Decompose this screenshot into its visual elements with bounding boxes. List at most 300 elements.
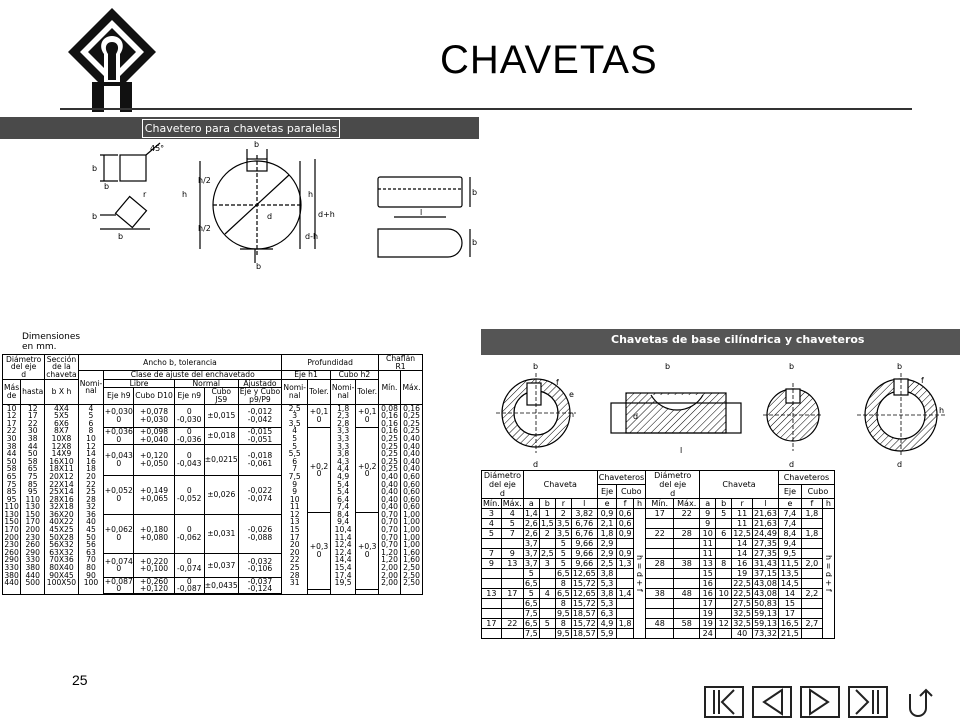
table-cell: 0 <box>116 458 122 468</box>
table-cell: 4 <box>501 509 523 519</box>
table-cell: 19,5 <box>334 578 352 588</box>
table-cell: 15 <box>778 599 801 609</box>
table-cell: 22 <box>27 418 38 428</box>
table-cell: 1,8 <box>597 529 617 539</box>
table-cell: 2,9 <box>597 539 617 549</box>
table-cell <box>617 539 633 549</box>
table-cell: 12,4 <box>334 547 352 557</box>
table-cell: 0 <box>186 427 192 437</box>
table-cell: 0,9 <box>597 509 617 519</box>
tolerance-group <box>308 405 330 429</box>
table-cell: 50 <box>86 532 96 542</box>
svg-text:b: b <box>472 238 478 247</box>
tolerance-group <box>104 515 133 554</box>
table-cell: 4 <box>88 403 94 413</box>
svg-text:f: f <box>921 376 924 385</box>
table-cell: 2,3 <box>337 411 350 421</box>
tolerance-group <box>308 513 330 590</box>
table-cell: +0,043 <box>104 451 133 461</box>
table-cell: 50 <box>27 449 38 459</box>
table-cell: +0,1 <box>309 407 329 417</box>
col-shaft-n9: Eje n9 <box>174 388 204 404</box>
table-cell: 0 <box>316 469 322 479</box>
table-cell: 7 <box>501 529 523 539</box>
table-cell: 3 <box>292 411 298 421</box>
table-cell: 18,57 <box>572 609 596 618</box>
table-cell: 5,4 <box>337 479 350 489</box>
svg-text:b: b <box>92 212 98 221</box>
col-key: Chaveta <box>523 471 597 499</box>
table2-data-row <box>482 529 835 539</box>
tolerance-group <box>175 476 204 515</box>
col-r: r <box>555 499 571 509</box>
university-logo <box>64 6 160 116</box>
table-cell: 22 <box>674 509 700 519</box>
svg-text:b: b <box>92 164 98 173</box>
table-cell: 0,25 <box>381 449 398 459</box>
table-cell: 27,5 <box>733 599 752 608</box>
table-cell: 3,7 <box>524 549 538 558</box>
table2-data-row <box>482 599 835 609</box>
table-cell: +0,078 <box>139 407 169 417</box>
tolerance-group <box>104 476 133 515</box>
table-cell: 20X12 <box>49 471 74 481</box>
table-cell: 6 <box>88 418 94 428</box>
table-cell: 0,16 <box>381 426 398 436</box>
table-cell: 260 <box>25 540 40 550</box>
table-cell: 13 <box>501 559 523 569</box>
col-hub-toler: Toler. <box>356 379 379 404</box>
table-cell: 9,4 <box>778 539 801 549</box>
table-cell: 500 <box>25 578 40 588</box>
table-cell: 8X7 <box>54 426 69 436</box>
table-cell: 5,4 <box>337 487 350 497</box>
table-cell: 80 <box>86 563 96 573</box>
table-cell: 9,4 <box>337 517 350 527</box>
table2-data-row <box>482 559 835 569</box>
table-cell: 0,25 <box>381 464 398 474</box>
table-cell: 50,83 <box>754 599 777 608</box>
tolerance-group <box>205 515 238 554</box>
col-hub-h2-nominal-values <box>330 404 356 594</box>
table-cell <box>716 579 732 589</box>
table-cell: 4,4 <box>337 464 350 474</box>
table-cell <box>617 569 633 579</box>
table-cell: 17 <box>778 609 801 619</box>
table-cell: 0,60 <box>403 487 420 497</box>
table-cell: 0 <box>116 434 122 444</box>
table-cell <box>801 549 822 559</box>
table-cell: 15 <box>700 569 716 579</box>
table-cell <box>482 609 502 619</box>
table-cell: 7 <box>292 464 298 474</box>
table-cell: 2,5 <box>540 549 554 558</box>
table-cell: 2,00 <box>381 578 398 588</box>
table-cell: 6,5 <box>524 619 538 628</box>
table-cell: 0,25 <box>381 456 398 466</box>
col-hub-d10-values <box>134 404 175 594</box>
table-cell: -0,012 <box>247 407 273 417</box>
table-cell <box>716 549 732 559</box>
col-nominal: Nomi- nal <box>78 371 104 404</box>
col-shaft-n9-values <box>174 404 204 594</box>
table-cell <box>539 579 555 589</box>
table-cell: 330 <box>25 555 40 565</box>
table-cell: 58 <box>27 456 38 466</box>
table-cell: 21,63 <box>754 519 777 528</box>
col-shaft-nominal: Nomi- nal <box>282 379 308 404</box>
table-cell: 4 <box>292 426 298 436</box>
table-cell: 85 <box>27 479 38 489</box>
tolerance-group <box>205 445 238 476</box>
table-cell: 9 <box>292 479 298 489</box>
table-cell: 65 <box>27 464 38 474</box>
tolerance-group <box>134 428 174 444</box>
table-cell: 14 <box>86 449 96 459</box>
table-cell: 330 <box>4 563 19 573</box>
table-cell: 1,00 <box>403 517 420 527</box>
table-cell: 44 <box>6 449 17 459</box>
table-cell: 8 <box>716 559 732 569</box>
col-shaft: Eje <box>597 485 617 499</box>
table-cell: 32X18 <box>49 502 74 512</box>
table-cell: +0,098 <box>139 427 169 437</box>
col-hub-2: Cubo <box>801 485 834 499</box>
table-cell: 17 <box>6 418 17 428</box>
col-to: hasta <box>21 379 45 404</box>
table-cell: +0,052 <box>104 486 133 496</box>
svg-text:h: h <box>569 410 575 419</box>
table-cell: 12 <box>6 411 17 421</box>
table-cell: 16 <box>700 579 716 589</box>
table-cell: 40X22 <box>49 517 74 527</box>
table-cell: 4 <box>539 589 555 599</box>
table-cell: +0,030 <box>104 407 133 417</box>
table-cell <box>716 599 732 609</box>
page-number: 25 <box>72 672 88 688</box>
table-cell: 0 <box>116 493 122 503</box>
table-cell: 22X14 <box>49 479 74 489</box>
table-cell <box>716 609 732 619</box>
table-cell: 65 <box>6 471 17 481</box>
table-cell: 13 <box>289 517 300 527</box>
svg-text:f: f <box>556 378 559 387</box>
col-shaft-toler: Toler. <box>308 379 331 404</box>
table-cell: 2,9 <box>597 549 617 559</box>
table-cell <box>674 569 700 579</box>
table-cell: 0 <box>186 525 192 535</box>
table-cell: 230 <box>25 532 40 542</box>
table-cell: 14,4 <box>334 555 352 565</box>
table-cell: 19 <box>700 619 716 629</box>
table-cell: +0,087 <box>104 576 133 586</box>
table-cell: 17 <box>501 589 523 599</box>
col-shaft-h9-values <box>104 404 134 594</box>
table-cell: 21,5 <box>778 629 801 639</box>
tolerance-group <box>104 578 133 594</box>
table2-data-row <box>482 539 835 549</box>
table-cell: 30 <box>6 433 17 443</box>
table-cell: 6,5 <box>556 589 570 598</box>
table2-data-row <box>482 619 835 629</box>
table-cell: 0,40 <box>403 464 420 474</box>
table-cell: 6,5 <box>556 569 570 578</box>
table-cell: 17,4 <box>334 570 352 580</box>
col-r-2: r <box>732 499 753 509</box>
col-shaft-hub-p9: Eje y Cubo p9/P9 <box>239 387 281 404</box>
table-cell: 9,5 <box>556 629 570 638</box>
table-cell: -0,043 <box>177 458 202 468</box>
first-slide-button[interactable] <box>704 686 744 718</box>
col-l: l <box>571 499 597 509</box>
table-cell: 59,13 <box>754 609 777 618</box>
title-divider <box>60 108 912 110</box>
table-cell: 75 <box>27 471 38 481</box>
table-cell: 0,70 <box>381 517 398 527</box>
table-cell: 11 <box>700 539 716 549</box>
previous-slide-button[interactable] <box>752 686 792 718</box>
table-cell: 0,40 <box>403 456 420 466</box>
svg-text:h: h <box>939 406 945 415</box>
tolerance-group <box>175 554 204 578</box>
table-cell: 13 <box>482 589 502 599</box>
svg-text:d: d <box>789 460 795 469</box>
table-cell: -0,062 <box>177 532 202 542</box>
return-icon <box>900 686 936 718</box>
table-cell: 30 <box>27 426 38 436</box>
table-cell: 16 <box>700 589 716 599</box>
col-keyways: Chaveteros <box>597 471 645 485</box>
table-cell: 1,5 <box>540 519 554 528</box>
table-cell: +0,149 <box>139 486 169 496</box>
table-cell: 2,50 <box>403 570 420 580</box>
svg-text:d-h: d-h <box>305 232 319 241</box>
table-cell <box>646 519 674 529</box>
return-button[interactable] <box>900 686 940 718</box>
last-slide-button[interactable] <box>848 686 888 718</box>
table-cell: 100 <box>83 578 99 588</box>
table-cell: 58 <box>6 464 17 474</box>
table-cell <box>646 569 674 579</box>
table-cell: 1,60 <box>403 555 420 565</box>
table-cell: 28 <box>86 494 96 504</box>
table-cell: 22 <box>289 555 300 565</box>
table-cell <box>617 609 633 619</box>
table-cell: +0,074 <box>104 556 133 566</box>
table-cell: +0,062 <box>104 525 133 535</box>
table-cell <box>539 609 555 619</box>
table-cell: 2,5 <box>288 403 301 413</box>
table-cell: 6X6 <box>54 418 69 428</box>
col-shaft-h9: Eje h9 <box>104 388 134 404</box>
table-cell: -0,088 <box>247 532 273 542</box>
table-cell: -0,018 <box>247 451 273 461</box>
table-cell: 1,20 <box>381 555 398 565</box>
table-cell <box>539 629 555 639</box>
table-cell: 2,00 <box>381 570 398 580</box>
svg-text:b: b <box>104 182 110 191</box>
table-cell <box>801 569 822 579</box>
table-cell <box>501 599 523 609</box>
table-cell: 0,16 <box>403 403 420 413</box>
table-cell: +0,080 <box>139 532 169 542</box>
table-cell: 9,66 <box>571 539 597 549</box>
table-cell: 0,60 <box>403 502 420 512</box>
table-cell: 16 <box>732 559 753 569</box>
table-cell: 3,82 <box>571 509 597 519</box>
svg-text:b: b <box>118 232 124 241</box>
tolerance-group <box>205 554 238 578</box>
table-cell: 10,4 <box>334 525 352 535</box>
table-cell: 230 <box>4 540 19 550</box>
table-cell: 2,1 <box>597 519 617 529</box>
col-b: b <box>539 499 555 509</box>
table-cell: 0,16 <box>381 418 398 428</box>
tolerance-group <box>239 476 281 515</box>
table-cell: 0 <box>364 469 370 479</box>
table-cell: 2,8 <box>337 418 350 428</box>
table-cell: 38 <box>646 589 674 599</box>
table-cell: -0,074 <box>247 493 273 503</box>
tolerance-group <box>239 405 281 429</box>
tolerance-group <box>205 405 238 429</box>
table-cell <box>482 569 502 579</box>
table-cell: 3,3 <box>337 441 350 451</box>
col-hub-d10: Cubo D10 <box>134 388 175 404</box>
table-cell: 3,8 <box>597 569 617 579</box>
table-cell: 75 <box>6 479 17 489</box>
table-cell: 0,08 <box>381 403 398 413</box>
table-cell: 2,6 <box>524 529 538 538</box>
table-cell: 0 <box>316 549 322 559</box>
table-cell: 32 <box>86 502 96 512</box>
table-cell: 19 <box>700 609 716 619</box>
table-cell: 19 <box>732 569 753 579</box>
table-cell: 3,5 <box>556 529 570 538</box>
col-bxh-values <box>45 404 78 594</box>
table2-data-row <box>482 569 835 579</box>
table-cell: 0,40 <box>381 479 398 489</box>
table-cell: 9,5 <box>556 609 570 618</box>
table-cell: 56X32 <box>49 540 74 550</box>
table-cell: 290 <box>4 555 19 565</box>
tolerance-group <box>239 445 281 476</box>
table-cell <box>801 519 822 529</box>
table-cell: 22 <box>86 479 96 489</box>
table-cell: +0,1 <box>357 407 377 417</box>
table-cell: ±0,018 <box>207 431 236 441</box>
table-cell <box>501 609 523 619</box>
table-cell: 200 <box>4 532 19 542</box>
table-cell: 4,9 <box>337 471 350 481</box>
table-cell: 2,2 <box>801 589 822 599</box>
table-cell <box>646 549 674 559</box>
table-cell: 48 <box>646 619 674 629</box>
table-cell: 1,8 <box>337 403 350 413</box>
dimension-note-line2: en mm. <box>22 342 57 352</box>
table-cell: 2,0 <box>801 559 822 569</box>
table-cell: 440 <box>4 578 19 588</box>
table-cell: 0,25 <box>381 433 398 443</box>
table-cell: 6,76 <box>571 519 597 529</box>
next-slide-button[interactable] <box>800 686 840 718</box>
table-cell: 9 <box>482 559 502 569</box>
table-cell <box>674 599 700 609</box>
table-cell: 17 <box>482 619 502 629</box>
table-cell: 3 <box>482 509 502 519</box>
table-cell: 5,3 <box>597 579 617 589</box>
table-cell: 2,50 <box>403 563 420 573</box>
tolerance-group <box>104 554 133 578</box>
table-cell: 14,5 <box>778 579 801 589</box>
table-cell: 10X8 <box>51 433 72 443</box>
table-cell: 5,5 <box>288 449 301 459</box>
table-cell: -0,124 <box>247 584 273 594</box>
table2-data-row <box>482 579 835 589</box>
table-cell: ±0,0435 <box>204 580 238 590</box>
table-cell: 0,40 <box>403 433 420 443</box>
tolerance-group <box>239 554 281 578</box>
table-cell: 12X8 <box>51 441 72 451</box>
table-cell: 15,72 <box>572 619 596 628</box>
table-cell: 150 <box>4 517 19 527</box>
table-cell: 1 <box>539 509 555 519</box>
table-cell: 27,35 <box>754 549 777 558</box>
col-e: e <box>597 499 617 509</box>
table-cell: 3,3 <box>337 433 350 443</box>
table-cell: 25 <box>289 563 300 573</box>
table-cell: -0,022 <box>247 486 273 496</box>
table-cell <box>801 599 822 609</box>
table2-header-row <box>482 471 835 485</box>
table-cell: 12 <box>289 509 300 519</box>
table-cell: -0,037 <box>247 576 273 586</box>
col-a: a <box>523 499 539 509</box>
table-cell: 40 <box>86 517 96 527</box>
col-max: Máx. <box>502 499 522 508</box>
tolerance-group <box>356 428 378 513</box>
table-cell: 18X11 <box>49 464 74 474</box>
table-cell: 8,4 <box>778 529 801 539</box>
table-cell: 5X5 <box>54 411 69 421</box>
table-cell: 0,40 <box>381 471 398 481</box>
table1-data-row <box>3 404 423 594</box>
table-cell: -0,030 <box>177 414 202 424</box>
table-cell: 15,4 <box>334 563 352 573</box>
table-cell <box>716 629 732 639</box>
table-cell: 5 <box>523 589 539 599</box>
table2-title: Chavetas de base cilíndrica y chaveteros <box>611 333 865 346</box>
table-cell: 5 <box>523 569 539 579</box>
table2-data-row <box>482 589 835 599</box>
table2-data-row <box>482 629 835 639</box>
table-cell: 17 <box>646 509 674 519</box>
table-cell: 1,4 <box>524 509 538 518</box>
table-cell <box>674 539 700 549</box>
table-cell: 1,4 <box>618 589 632 598</box>
table-cell: 14 <box>732 539 753 549</box>
woodruff-key-table <box>481 470 835 639</box>
table-cell: 63 <box>86 547 96 557</box>
table-cell: -0,026 <box>247 525 273 535</box>
tolerance-group <box>175 515 204 554</box>
table-cell: 0,40 <box>403 449 420 459</box>
table-cell: 3,5 <box>288 418 301 428</box>
table-cell: 25X14 <box>49 487 74 497</box>
table-cell: 0,6 <box>618 519 632 528</box>
table-cell: 110 <box>25 494 40 504</box>
col-h-note-2: h = d + f <box>822 509 834 639</box>
